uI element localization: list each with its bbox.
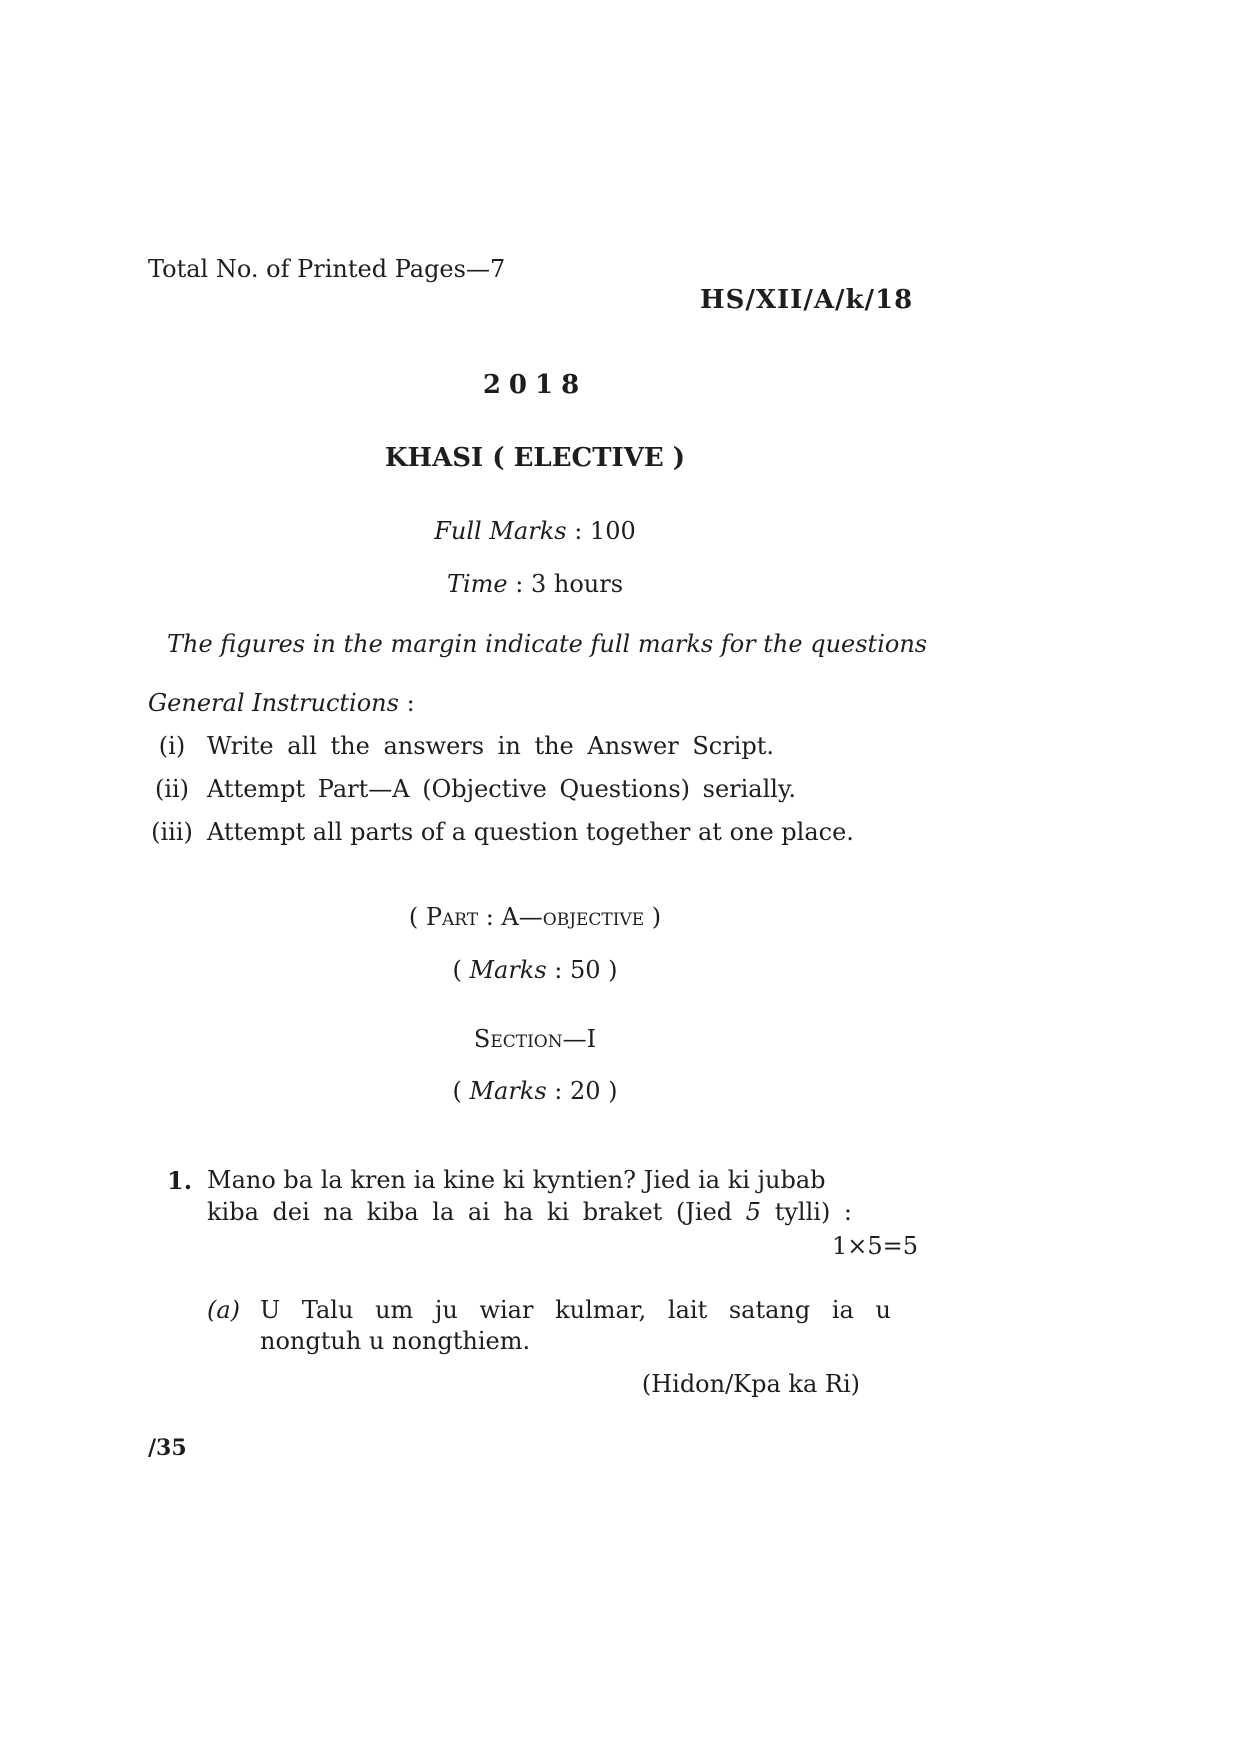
sub-question-a-options: (Hidon/Kpa ka Ri) — [641, 1370, 860, 1398]
question-1-number: 1. — [167, 1166, 193, 1195]
question-1-text-line2 — [207, 1198, 852, 1226]
exam-time — [330, 570, 740, 598]
section-marks-open: ( — [452, 1077, 470, 1105]
instruction-text: Attempt all parts of a question together at one place. — [207, 818, 854, 846]
part-marks-open: ( — [452, 956, 470, 984]
margin-note: The figures in the margin indicate full marks for the questions — [167, 630, 928, 658]
part-a-marks — [330, 956, 740, 984]
sub-question-a-line2: nongtuh u nongthiem. — [260, 1327, 531, 1355]
question-1-count: 5 — [745, 1198, 762, 1226]
part-marks-value: : 50 ) — [546, 956, 618, 984]
sub-question-a-line1: U Talu um ju wiar kulmar, lait satang ia u — [260, 1296, 891, 1324]
section-marks-label: Marks — [469, 1077, 547, 1105]
instruction-number: (ii) — [154, 775, 190, 803]
total-printed-pages: Total No. of Printed Pages—7 — [148, 255, 506, 283]
section-marks-value: : 20 ) — [546, 1077, 618, 1105]
question-1-marks: 1×5=5 — [831, 1232, 918, 1260]
sub-question-a-label: (a) — [207, 1296, 241, 1324]
part-a-title: ( Part : A—objective ) — [408, 903, 662, 931]
full-marks-value: : 100 — [566, 517, 636, 545]
general-instructions-colon: : — [398, 689, 415, 717]
instruction-number: (i) — [158, 732, 186, 760]
instruction-text: Attempt Part—A (Objective Questions) serially. — [207, 775, 796, 803]
general-instructions-label: General Instructions — [148, 689, 399, 717]
instruction-text: Write all the answers in the Answer Script. — [207, 732, 774, 760]
page-code: /35 — [148, 1435, 187, 1461]
section-i-title: Section—I — [473, 1025, 597, 1053]
question-1-line2-part-b: tylli) : — [761, 1198, 853, 1226]
time-value: : 3 hours — [507, 570, 624, 598]
instruction-number: (iii) — [151, 818, 193, 846]
exam-year: 2018 — [482, 370, 588, 400]
time-label: Time — [446, 570, 508, 598]
part-marks-label: Marks — [469, 956, 547, 984]
question-1-text-line1: Mano ba la kren ia kine ki kyntien? Jied ia ki jubab — [207, 1166, 826, 1194]
question-1-line2-part-a: kiba dei na kiba la ai ha ki braket (Jied — [207, 1198, 746, 1226]
general-instructions-heading — [148, 689, 415, 717]
full-marks — [330, 517, 740, 545]
section-i-marks — [330, 1077, 740, 1105]
full-marks-label: Full Marks — [434, 517, 567, 545]
subject-title: KHASI ( ELECTIVE ) — [384, 443, 686, 473]
paper-code: HS/XII/A/k/18 — [700, 285, 914, 315]
